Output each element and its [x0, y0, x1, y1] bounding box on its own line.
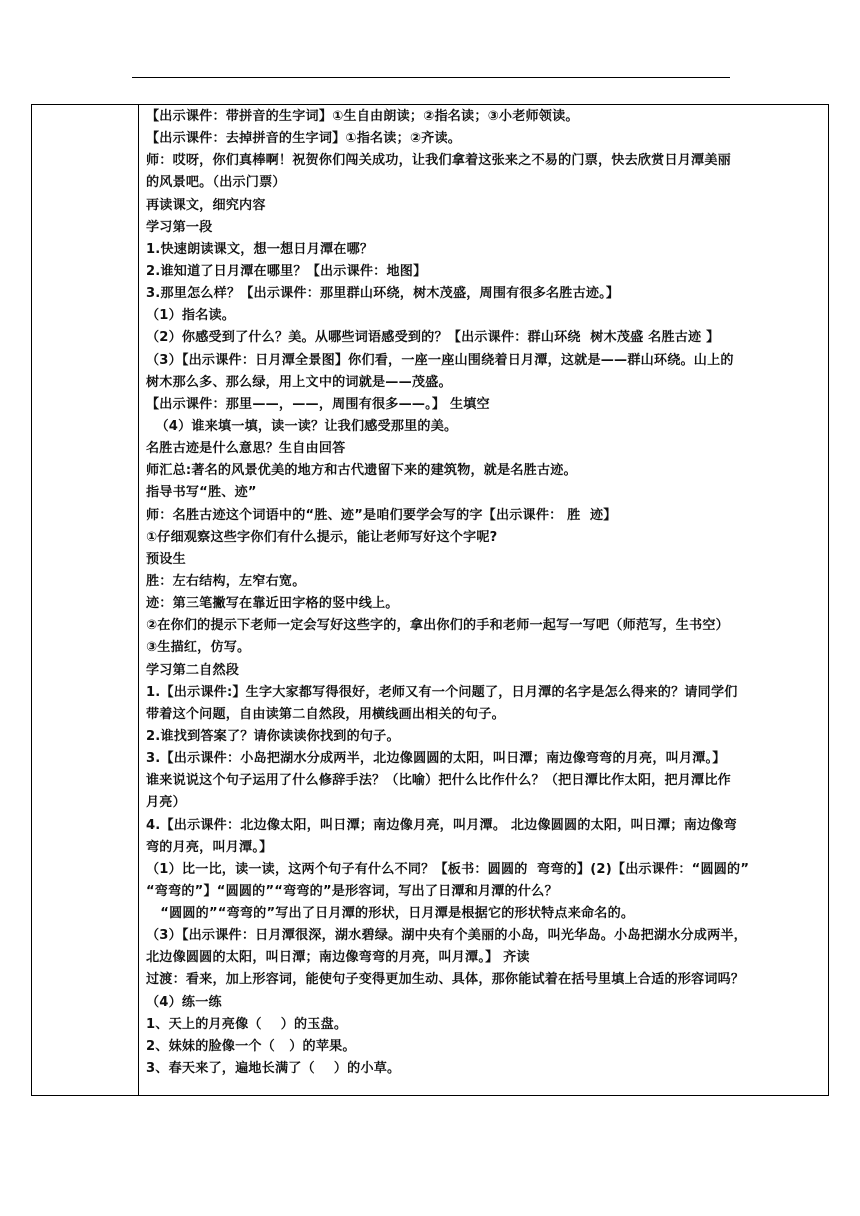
lesson-line: 1.快速朗读课文，想一想日月潭在哪？ [146, 241, 374, 257]
lesson-line: ②在你们的提示下老师一定会写好这些字的，拿出你们的手和老师一起写一写吧（师范写，生书空） [146, 618, 729, 634]
left-column-cell [32, 105, 139, 1095]
lesson-line: 胜：左右结构，左窄右宽。 [146, 573, 306, 589]
lesson-line: 【出示课件：那里——，——，周围有很多——。】 生填空 [146, 396, 490, 412]
lesson-line: 【出示课件：去掉拼音的生字词】①指名读；②齐读。 [146, 131, 462, 147]
lesson-line: 4.【出示课件：北边像太阳，叫日潭；南边像月亮，叫月潭。 北边像圆圆的太阳，叫日潭；南边像弯 [146, 817, 737, 833]
header-rule [132, 77, 730, 78]
lesson-line: 1.【出示课件:】生字大家都写得很好，老师又有一个问题了，日月潭的名字是怎么得来的？请同学们 [146, 684, 738, 700]
lesson-line: 3.【出示课件：小岛把湖水分成两半，北边像圆圆的太阳，叫日潭；南边像弯弯的月亮，叫月潭。】 [146, 751, 726, 767]
lesson-line: （3）【出示课件：日月潭很深，湖水碧绿。湖中央有个美丽的小岛，叫光华岛。小岛把湖水分成两半， [146, 928, 747, 944]
lesson-line: 树木那么多、那么绿，用上文中的词就是——茂盛。 [146, 374, 452, 390]
lesson-line: （4）谁来填一填，读一读？让我们感受那里的美。 [146, 418, 458, 434]
lesson-line: 迹：第三笔撇写在靠近田字格的竖中线上。 [146, 596, 399, 612]
lesson-line: ③生描红，仿写。 [146, 640, 251, 656]
lesson-line: 预设生 [146, 551, 186, 567]
lesson-line: 再读课文，细究内容 [146, 197, 266, 213]
lesson-line: 师：哎呀，你们真棒啊！祝贺你们闯关成功，让我们拿着这张来之不易的门票，快去欣赏日月潭美丽 [146, 153, 731, 169]
lesson-line: 弯的月亮，叫月潭。】 [146, 839, 273, 855]
lesson-line: 指导书写“胜、迹” [146, 485, 257, 501]
lesson-line: 月亮） [146, 795, 186, 811]
lesson-line: 师汇总:著名的风景优美的地方和古代遗留下来的建筑物，就是名胜古迹。 [146, 463, 577, 479]
lesson-line: 3.那里怎么样？【出示课件：那里群山环绕，树木茂盛，周围有很多名胜古迹。】 [146, 286, 620, 302]
lesson-line: （3）【出示课件：日月潭全景图】你们看，一座一座山围绕着日月潭，这就是——群山环绕。山上的 [146, 352, 734, 368]
lesson-line: 谁来说说这个句子运用了什么修辞手法？（比喻）把什么比作什么？（把日潭比作太阳，把月潭比作 [146, 773, 731, 789]
lesson-line: （1）比一比，读一读，这两个句子有什么不同？【板书：圆圆的 弯弯的】(2)【出示课件：“圆圆的” [146, 861, 750, 877]
lesson-line: （4）练一练 [146, 994, 222, 1010]
lesson-line: 带着这个问题，自由读第二自然段，用横线画出相关的句子。 [146, 706, 505, 722]
lesson-line: 北边像圆圆的太阳，叫日潭；南边像弯弯的月亮，叫月潭。】 齐读 [146, 950, 530, 966]
lesson-line: （2）你感受到了什么？美。从哪些词语感受到的？【出示课件：群山环绕 树木茂盛 名胜古迹 】 [146, 330, 720, 346]
lesson-line: 2.谁知道了日月潭在哪里？【出示课件：地图】 [146, 263, 427, 279]
lesson-line: 1、天上的月亮像（ ）的玉盘。 [146, 1016, 348, 1032]
lesson-text [146, 106, 828, 1080]
lesson-table [31, 104, 829, 1096]
lesson-content-cell [139, 105, 828, 1095]
lesson-line: 学习第二自然段 [146, 662, 240, 678]
lesson-line: 3、春天来了，遍地长满了（ ）的小草。 [146, 1061, 401, 1077]
lesson-line: 2.谁找到答案了？请你读读你找到的句子。 [146, 728, 400, 744]
lesson-line: ①仔细观察这些字你们有什么提示，能让老师写好这个字呢? [146, 529, 498, 545]
lesson-line: 2、妹妹的脸像一个（ ）的苹果。 [146, 1038, 356, 1054]
lesson-line: 名胜古迹是什么意思？生自由回答 [146, 441, 346, 457]
lesson-line: 的风景吧。（出示门票） [146, 175, 286, 191]
lesson-line: 学习第一段 [146, 219, 213, 235]
lesson-line: “弯弯的”】“圆圆的”“弯弯的”是形容词，写出了日潭和月潭的什么？ [146, 883, 558, 899]
lesson-line: 师：名胜古迹这个词语中的“胜、迹”是咱们要学会写的字【出示课件： 胜 迹】 [146, 507, 617, 523]
lesson-line: （1）指名读。 [146, 308, 236, 324]
lesson-line: “圆圆的”“弯弯的”写出了日月潭的形状，日月潭是根据它的形状特点来命名的。 [146, 906, 635, 922]
lesson-line: 【出示课件：带拼音的生字词】①生自由朗读；②指名读；③小老师领读。 [146, 109, 579, 124]
lesson-line: 过渡：看来，加上形容词，能使句子变得更加生动、具体，那你能试着在括号里填上合适的形容词吗？ [146, 972, 745, 988]
